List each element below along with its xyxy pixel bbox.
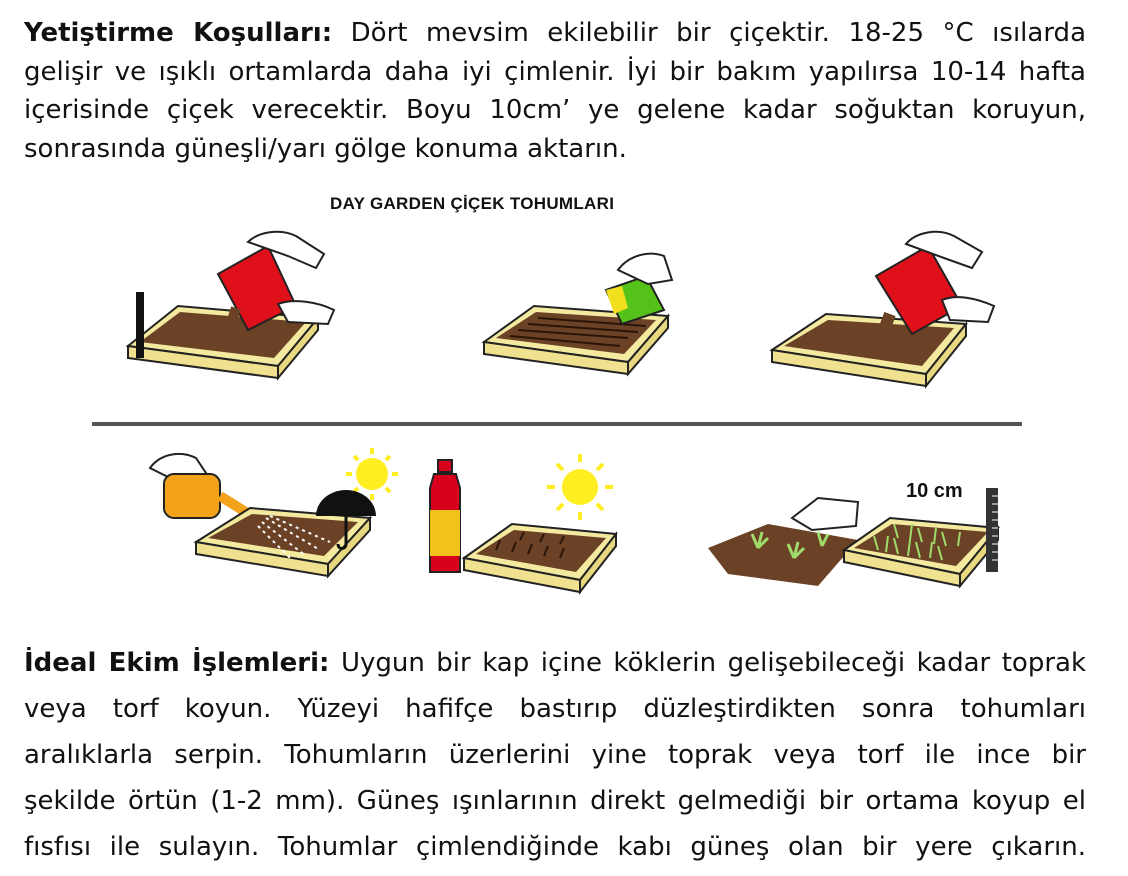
section-divider <box>92 422 1022 426</box>
hand-icon <box>792 498 858 530</box>
sowing-steps-line-2: veya torf koyun. Yüzeyi hafifçe bastırıp düzleştirdikten sonra tohumları <box>24 694 1086 724</box>
bottle-icon <box>430 460 460 572</box>
ground-soil-icon <box>708 524 858 586</box>
sowing-steps-heading: İdeal Ekim İşlemleri: <box>24 648 330 678</box>
figure-title: DAY GARDEN ÇİÇEK TOHUMLARI <box>330 194 615 213</box>
tray-icon <box>196 508 370 576</box>
growing-conditions-line-1: Yetiştirme Koşulları: Dört mevsim ekilebilir bir çiçektir. 18-25 °C ısılarda <box>24 18 1086 48</box>
sowing-steps-line-3: aralıklarla serpin. Tohumların üzerlerini yine toprak veya torf ile ince bir <box>24 740 1086 770</box>
step-transplant-illustration <box>708 478 1008 610</box>
sun-icon <box>545 452 615 522</box>
sowing-steps-paragraph <box>24 640 1086 870</box>
growing-conditions-paragraph <box>24 14 1086 168</box>
sowing-steps-line-4: şekilde örtün (1-2 mm). Güneş ışınlarının direkt gelmediği bir ortama koyup el <box>24 786 1086 816</box>
hand-icon <box>618 254 672 284</box>
sowing-steps-line-5: fısfısı ile sulayın. Tohumlar çimlendiğinde kabı güneş olan bir yere çıkarın. <box>24 832 1086 862</box>
step-water-illustration <box>140 446 410 616</box>
step-sow-seeds-illustration <box>478 250 678 390</box>
growing-conditions-line-3: içerisinde çiçek verecektir. Boyu 10cm’ ye gelene kadar soğuktan koruyun, <box>24 95 1086 125</box>
tray-icon <box>772 314 966 386</box>
growing-conditions-line-4: sonrasında güneşli/yarı gölge konuma aktarın. <box>24 133 627 164</box>
step-cover-seeds-illustration <box>766 226 1006 396</box>
ruler-label: 10 cm <box>906 480 963 502</box>
tray-icon <box>844 518 998 586</box>
step-fill-soil-illustration <box>118 226 338 386</box>
marker-stick-icon <box>136 292 144 358</box>
growing-conditions-line-2: gelişir ve ışıklı ortamlarda daha iyi çimlenir. İyi bir bakım yapılırsa 10-14 hafta <box>24 56 1086 87</box>
sowing-steps-line-1: İdeal Ekim İşlemleri: Uygun bir kap içine köklerin gelişebileceği kadar toprak <box>24 648 1086 678</box>
ruler-icon <box>984 488 1000 574</box>
growing-conditions-heading: Yetiştirme Koşulları: <box>24 18 333 48</box>
tray-icon <box>464 524 616 592</box>
